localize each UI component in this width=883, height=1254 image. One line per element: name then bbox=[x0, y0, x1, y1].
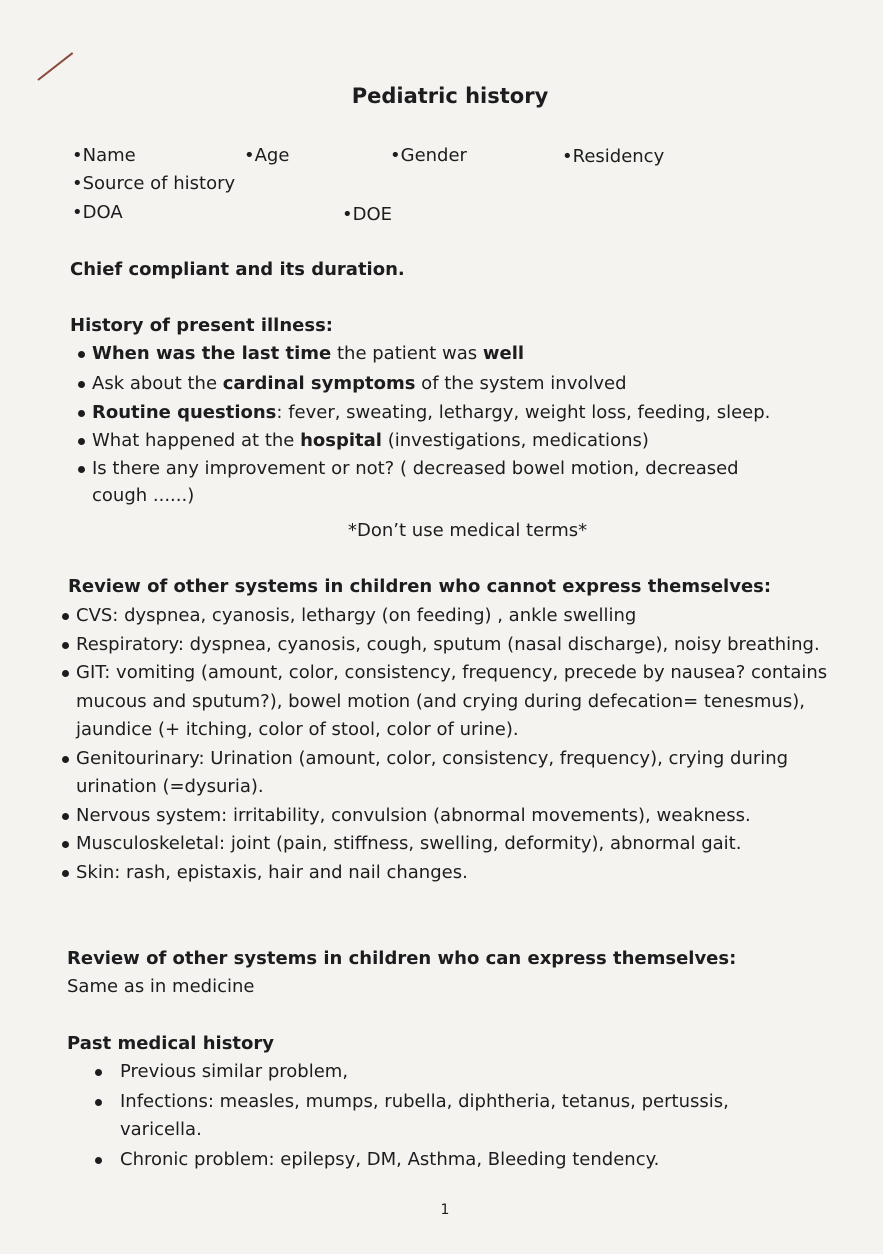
field-age: •Age bbox=[244, 145, 290, 166]
hpi-heading: History of present illness: bbox=[70, 315, 333, 336]
ros-cannot-heading: Review of other systems in children who cannot express themselves: bbox=[68, 576, 772, 597]
list-item: Respiratory: dyspnea, cyanosis, cough, sputum (nasal discharge), noisy breathing. bbox=[58, 631, 828, 660]
ros-can-heading: Review of other systems in children who can express themselves: bbox=[67, 948, 737, 969]
page-title: Pediatric history bbox=[351, 84, 549, 108]
list-item: Genitourinary: Urination (amount, color, consistency, frequency), crying during urination (=dysuria). bbox=[58, 745, 828, 802]
ros-cannot-list bbox=[58, 602, 828, 887]
list-item: GIT: vomiting (amount, color, consistency, frequency, precede by nausea? contains mucous and sputum?), bowel motion (and crying during defecation= tenesmus), jaundice (+ itching, color of stool, color of urine). bbox=[58, 659, 828, 745]
hpi-note: *Don’t use medical terms* bbox=[348, 520, 588, 541]
list-item: Skin: rash, epistaxis, hair and nail changes. bbox=[58, 859, 828, 888]
pmh-list bbox=[70, 1058, 770, 1176]
list-item: Is there any improvement or not? ( decreased bowel motion, decreased cough ......) bbox=[74, 455, 792, 509]
list-item: When was the last time the patient was well bbox=[74, 340, 794, 368]
field-doe: •DOE bbox=[342, 204, 393, 225]
list-item: Routine questions: fever, sweating, lethargy, weight loss, feeding, sleep. bbox=[74, 399, 794, 427]
page-number: 1 bbox=[440, 1202, 450, 1218]
list-item: Previous similar problem, bbox=[70, 1058, 770, 1086]
list-item: CVS: dyspnea, cyanosis, lethargy (on feeding) , ankle swelling bbox=[58, 602, 828, 631]
field-residency: •Residency bbox=[562, 146, 665, 167]
ros-can-text: Same as in medicine bbox=[67, 976, 255, 997]
field-source: •Source of history bbox=[72, 173, 236, 194]
list-item: Nervous system: irritability, convulsion (abnormal movements), weakness. bbox=[58, 802, 828, 831]
list-item: Ask about the cardinal symptoms of the system involved bbox=[74, 370, 794, 398]
chief-complaint-heading: Chief compliant and its duration. bbox=[70, 259, 405, 280]
field-gender: •Gender bbox=[390, 145, 467, 166]
list-item: What happened at the hospital (investigations, medications) bbox=[74, 427, 794, 455]
hpi-list bbox=[74, 340, 794, 509]
list-item: Chronic problem: epilepsy, DM, Asthma, Bleeding tendency. bbox=[70, 1146, 770, 1174]
list-item: Infections: measles, mumps, rubella, diphtheria, tetanus, pertussis, varicella. bbox=[70, 1088, 770, 1144]
pen-mark bbox=[37, 52, 73, 81]
field-doa: •DOA bbox=[72, 202, 123, 223]
field-name: •Name bbox=[72, 145, 136, 166]
pmh-heading: Past medical history bbox=[67, 1033, 274, 1054]
list-item: Musculoskeletal: joint (pain, stiffness, swelling, deformity), abnormal gait. bbox=[58, 830, 828, 859]
